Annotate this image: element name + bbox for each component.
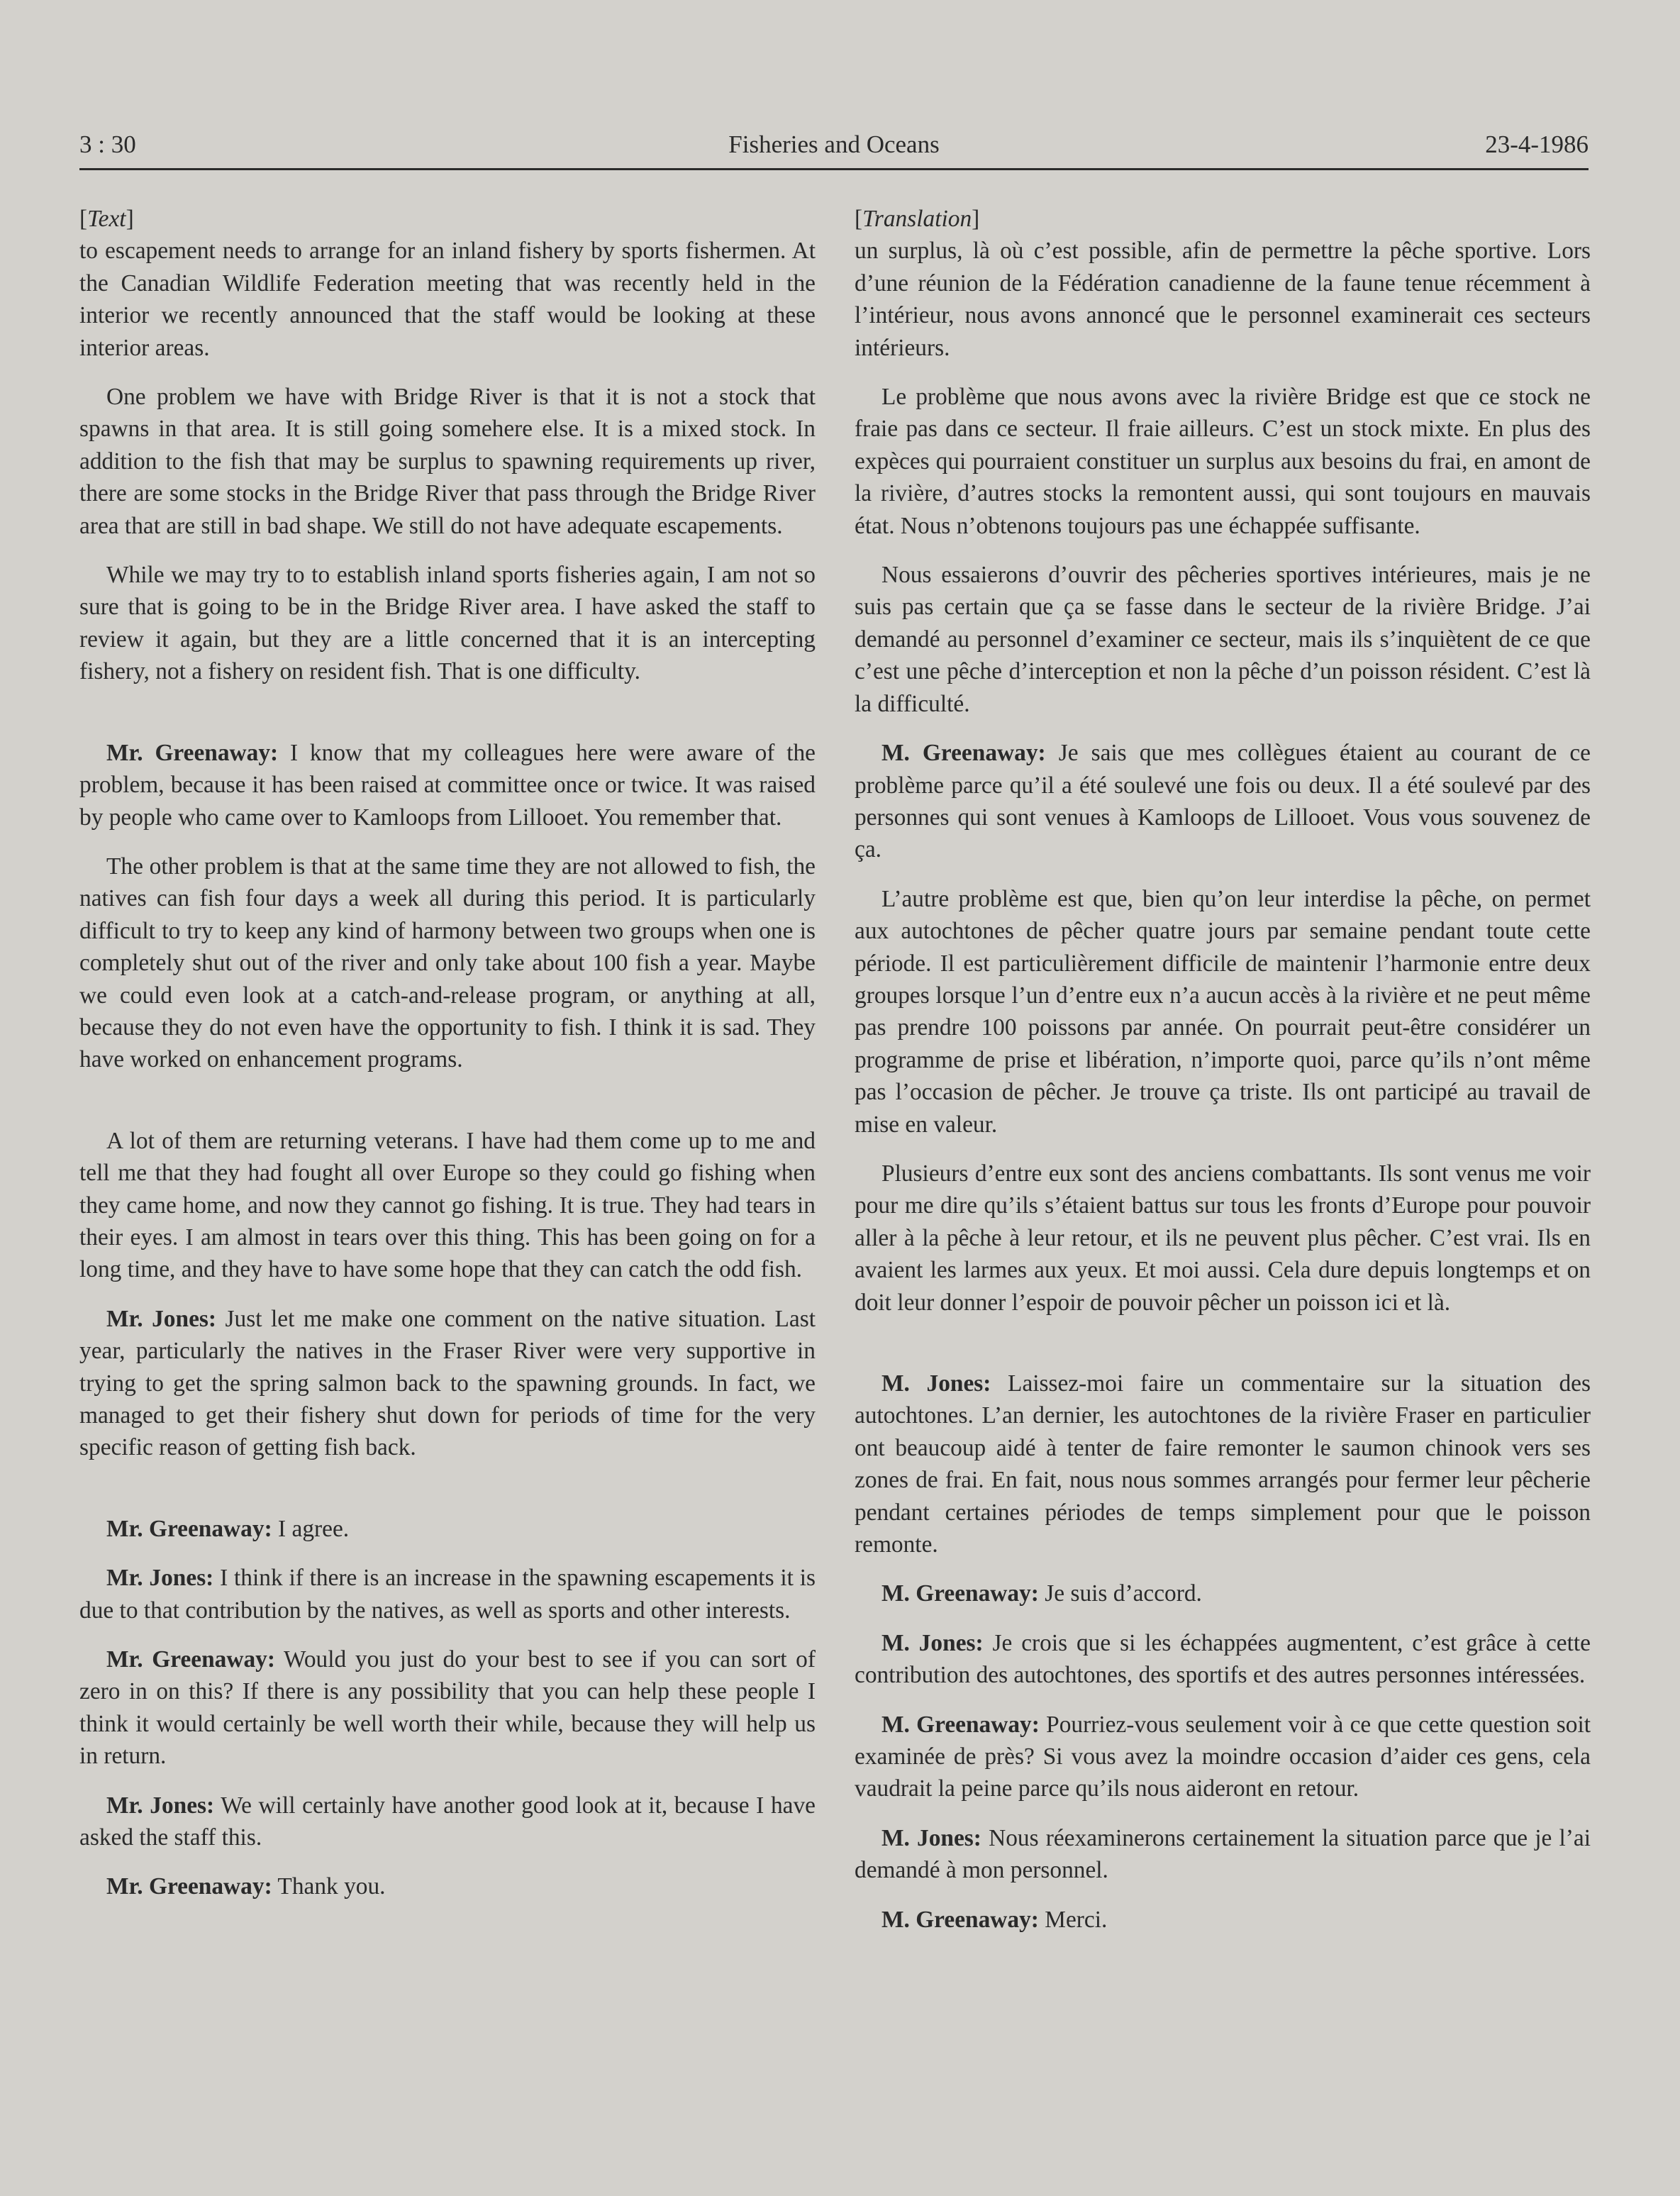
speech-text: I think if there is an increase in the spawning escapements it is due to that contribution by the natives, as well as sports and other interests. [79,1565,816,1624]
speech-text: Je sais que mes collègues étaient au courant de ce problème parce qu’il a été soulevé une fois ou deux. Il a été soulevé par des personnes qui sont venues à Kamloops de Lillooet. Vous vous souvenez de ça. [855,740,1591,863]
speaker-name: M. Jones: [881,1824,981,1851]
speech-text: I agree. [272,1515,350,1542]
paragraph: A lot of them are returning veterans. I have had them come up to me and tell me that they had fought all over Europe so they could go fishing when they came home, and now they cannot go fishing. It is true. They had tears in their eyes. I am almost in tears over this thing. This has been going on for a long time, and they have to have some hope that they can catch the odd fish. [79,1127,816,1283]
speaker-paragraph [855,1627,1591,1692]
page-number: 3 : 30 [79,131,136,158]
paragraph: Plusieurs d’entre eux sont des anciens combattants. Ils sont venus me voir pour me dire qu’ils s’étaient battus sur tous les fronts d’Europe pour pouvoir aller à la pêche à leur retour, et ils ne peuvent plus pêcher. C’est vrai. Ils en avaient les larmes aux yeux. Et moi aussi. Cela dure depuis longtemps et on doit leur donner l’espoir de pouvoir pêcher un poisson ici et là. [855,1160,1591,1316]
speaker-paragraph [855,1822,1591,1887]
speaker-paragraph [79,1643,816,1773]
speaker-name: Mr. Greenaway: [106,739,279,766]
speaker-name: M. Greenaway: [881,1580,1039,1607]
speech-text: Nous réexaminerons certainement la situation parce que je l’ai demandé à mon personnel. [855,1824,1591,1884]
page-date: 23-4-1986 [1485,131,1589,158]
speaker-name: Mr. Jones: [106,1792,215,1819]
header-rule [79,168,1589,170]
speaker-paragraph [855,1904,1591,1936]
speaker-paragraph [855,1577,1591,1609]
speech-text: Je crois que si les échappées augmentent, c’est grâce à cette contribution des autochtones, des sportifs et des autres personnes intéressées. [855,1629,1591,1689]
speaker-paragraph [855,1709,1591,1805]
speaker-name: Mr. Jones: [106,1565,214,1592]
speech-text: Je suis d’accord. [1038,1580,1202,1607]
speaker-paragraph [79,1790,816,1854]
speaker-paragraph [79,1870,816,1902]
speaker-name: M. Greenaway: [881,740,1046,767]
speaker-name: Mr. Greenaway: [106,1515,272,1542]
paragraph: to escapement needs to arrange for an inland fishery by sports fishermen. At the Canadian Wildlife Federation meeting that was recently held in the interior we recently announced that the staff would be looking at these interior areas. [79,238,816,361]
speaker-name: Mr. Greenaway: [106,1646,275,1673]
speech-text: We will certainly have another good look at it, because I have asked the staff this. [79,1792,816,1851]
speech-text: Pourriez-vous seulement voir à ce que cette question soit examinée de près? Si vous avez la moindre occasion d’aider ces gens, cela vaudrait la peine parce qu’ils nous aideront en retour. [855,1711,1591,1802]
speaker-paragraph [855,1368,1591,1560]
column-label: [Translation] [855,206,980,232]
column-label: [Text] [79,206,134,232]
speaker-name: M. Jones: [881,1370,991,1397]
speaker-paragraph [79,737,816,833]
speech-text: Thank you. [272,1873,386,1900]
speaker-paragraph [79,1562,816,1626]
paragraph: One problem we have with Bridge River is that it is not a stock that spawns in that area. It is still going somehere else. It is a mixed stock. In addition to the fish that may be surplus to spawning requirements up river, there are some stocks in the Bridge River that pass through the Bridge River area that are still in bad shape. We still do not have adequate escapements. [79,384,816,539]
french-column [855,203,1591,1936]
speech-text: Just let me make one comment on the native situation. Last year, particularly the natives in the Fraser River were very supportive in trying to get the spring salmon back to the spawning grounds. In fact, we managed to get their fishery shut down for periods of time for the very specific reason of getting fish back. [79,1305,816,1461]
speech-text: Merci. [1038,1906,1108,1933]
paragraph: L’autre problème est que, bien qu’on leur interdise la pêche, on permet aux autochtones de pêcher quatre jours par semaine pendant toute cette période. Il est particulièrement difficile de maintenir l’harmonie entre deux groupes lorsque l’un d’entre eux n’a aucun accès à la rivière et ne peut même pas prendre 100 poissons par année. On pourrait peut-être considérer un programme de prise et libération, n’importe quoi, parce qu’ils n’ont même pas l’occasion de pêcher. Je trouve ça triste. Ils ont participé au travail de mise en valeur. [855,885,1591,1138]
speaker-name: M. Jones: [881,1629,984,1656]
speaker-paragraph [79,1303,816,1464]
speaker-paragraph [79,1513,816,1545]
paragraph: Nous essaierons d’ouvrir des pêcheries sportives intérieures, mais je ne suis pas certain que ça se fasse dans le secteur de la rivière Bridge. J’ai demandé au personnel d’examiner ce secteur, mais ils s’inquiètent de ce que c’est une pêche d’interception et non la pêche d’un poisson résident. C’est là la difficulté. [855,562,1591,717]
paragraph: un surplus, là où c’est possible, afin de permettre la pêche sportive. Lors d’une réunion de la Fédération canadienne de la faune tenue récemment à l’intérieur, nous avons annoncé que le personnel examinerait ces secteurs intérieurs. [855,238,1591,361]
paragraph: Le problème que nous avons avec la rivière Bridge est que ce stock ne fraie pas dans ce secteur. Il fraie ailleurs. C’est un stock mixte. En plus des expèces qui pourraient constituer un surplus aux besoins du frai, en amont de la rivière, d’autres stocks la remontent aussi, qui sont toujours en mauvais état. Nous n’obtenons toujours pas une échappée suffisante. [855,384,1591,539]
speaker-paragraph [855,737,1591,866]
speech-text: Laissez-moi faire un commentaire sur la situation des autochtones. L’an dernier, les autochtones de la rivière Fraser en particulier ont beaucoup aidé à tenter de faire remonter le saumon chinook vers ses zones de frai. En fait, nous nous sommes arrangés pour fermer leur pêcherie pendant certaines périodes de temps simplement pour que le poisson remonte. [855,1370,1591,1558]
page-header [79,128,1589,167]
paragraph: While we may try to to establish inland sports fisheries again, I am not so sure that is going to be in the Bridge River area. I have asked the staff to review it again, but they are a little concerned that it is an intercepting fishery, not a fishery on resident fish. That is one difficulty. [79,562,816,685]
speaker-name: Mr. Jones: [106,1305,217,1332]
speaker-name: M. Greenaway: [881,1711,1040,1738]
speech-text: Would you just do your best to see if you can sort of zero in on this? If there is any possibility that you can help these people I think it would certainly be well worth their while, because they will help us in return. [79,1646,816,1770]
paragraph: The other problem is that at the same time they are not allowed to fish, the natives can fish four days a week all during this period. It is particularly difficult to try to keep any kind of harmony between two groups when one is completely shut out of the river and only take about 100 fish a year. Maybe we could even look at a catch-and-release program, or anything at all, because they do not even have the opportunity to fish. I think it is sad. They have worked on enhancement programs. [79,853,816,1073]
speaker-name: M. Greenaway: [881,1906,1039,1933]
publication-title: Fisheries and Oceans [728,131,940,158]
speech-text: I know that my colleagues here were aware of the problem, because it has been raised at committee once or twice. It was raised by people who came over to Kamloops from Lillooet. You remember that. [79,739,816,831]
english-column [79,203,816,1903]
speaker-name: Mr. Greenaway: [106,1873,272,1900]
